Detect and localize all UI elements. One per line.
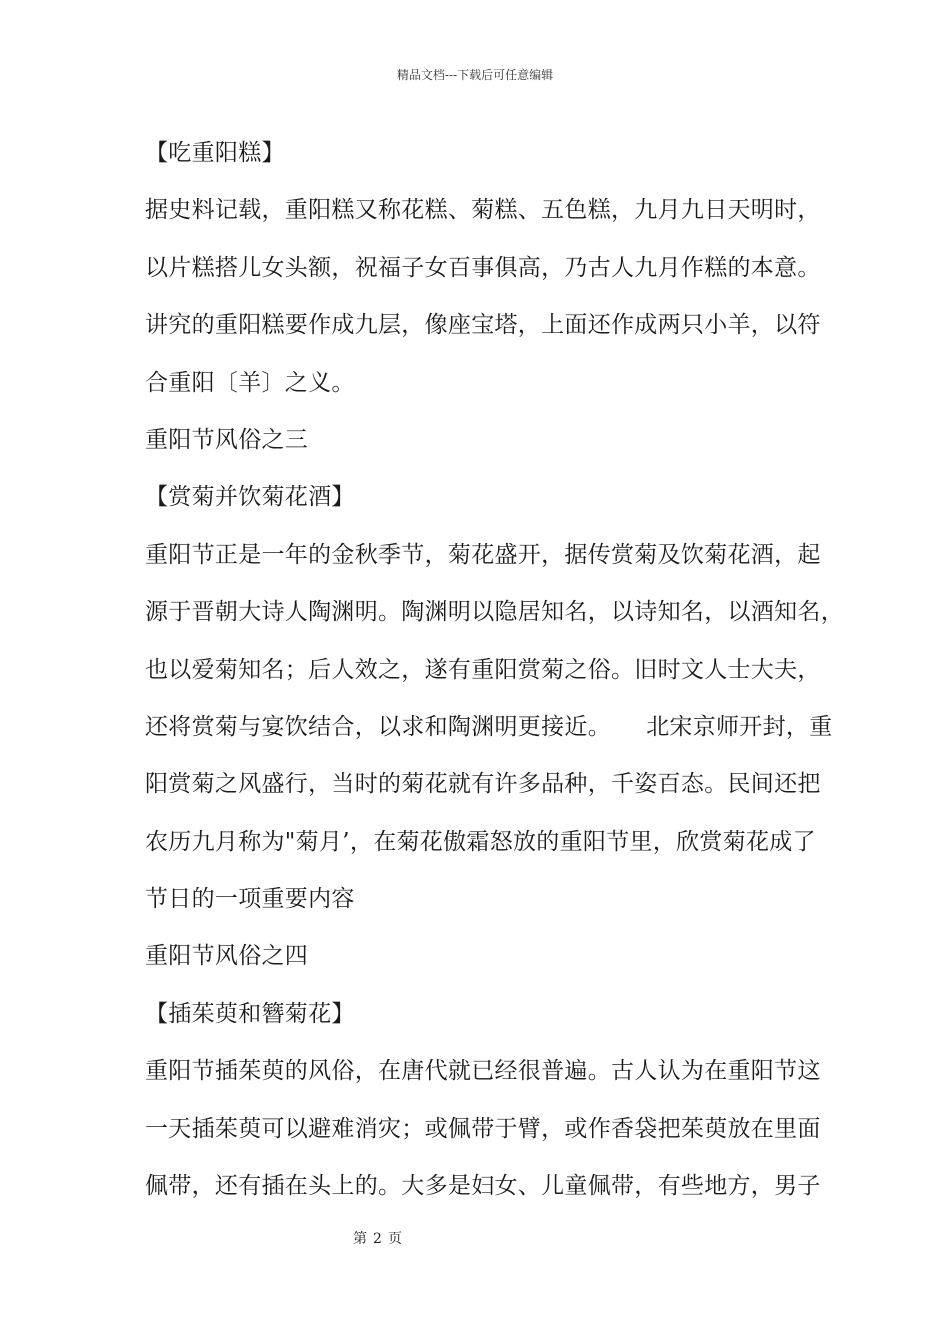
body-text-line: 也以爱菊知名；后人效之，遂有重阳赏菊之俗。旧时文人士大夫，	[145, 656, 821, 683]
section-title-custom-three: 重阳节风俗之三	[145, 426, 309, 453]
body-text-line: 重阳节插茱萸的风俗，在唐代就已经很普遍。古人认为在重阳节这	[145, 1058, 821, 1085]
body-text-line: 源于晋朝大诗人陶渊明。陶渊明以隐居知名，以诗知名，以酒知名，	[145, 599, 844, 626]
body-text-line: 重阳节正是一年的金秋季节，菊花盛开，据传赏菊及饮菊花酒，起	[145, 541, 821, 568]
body-text-line: 据史料记载，重阳糕又称花糕、菊糕、五色糕，九月九日天明时，	[145, 197, 821, 224]
body-text-line: 还将赏菊与宴饮结合，以求和陶渊明更接近。 北宋京师开封，重	[145, 713, 833, 740]
page-footer	[0, 1228, 755, 1248]
body-text-line: 以片糕搭儿女头额，祝福子女百事俱高，乃古人九月作糕的本意。	[145, 254, 821, 281]
section-heading-chongyang-cake: 【吃重阳糕】	[145, 140, 285, 166]
body-text-line: 一天插茱萸可以避难消灾；或佩带于臂，或作香袋把茱萸放在里面	[145, 1115, 821, 1142]
page-number-suffix: 页	[387, 1231, 402, 1247]
section-title-custom-four: 重阳节风俗之四	[145, 943, 309, 970]
page-header: 精品文档---下载后可任意编辑	[396, 68, 554, 82]
page-number-prefix: 第	[353, 1231, 368, 1247]
page-number: 2	[373, 1231, 382, 1247]
body-text-line: 节日的一项重要内容	[145, 886, 355, 913]
section-heading-chrysanthemum: 【赏菊并饮菊花酒】	[145, 484, 355, 511]
body-text-line: 讲究的重阳糕要作成九层，像座宝塔，上面还作成两只小羊，以符	[145, 312, 821, 339]
body-text-line: 阳赏菊之风盛行，当时的菊花就有许多品种，千姿百态。民间还把	[145, 771, 821, 798]
body-text-line: 农历九月称为"菊月’，在菊花傲霜怒放的重阳节里，欣赏菊花成了	[145, 828, 816, 855]
section-heading-dogwood: 【插茱萸和簪菊花】	[145, 1000, 355, 1027]
body-text-line: 合重阳〔羊〕之义。	[145, 369, 355, 396]
body-text-line: 佩带，还有插在头上的。大多是妇女、儿童佩带，有些地方，男子	[145, 1173, 821, 1200]
document-body	[145, 130, 844, 1220]
